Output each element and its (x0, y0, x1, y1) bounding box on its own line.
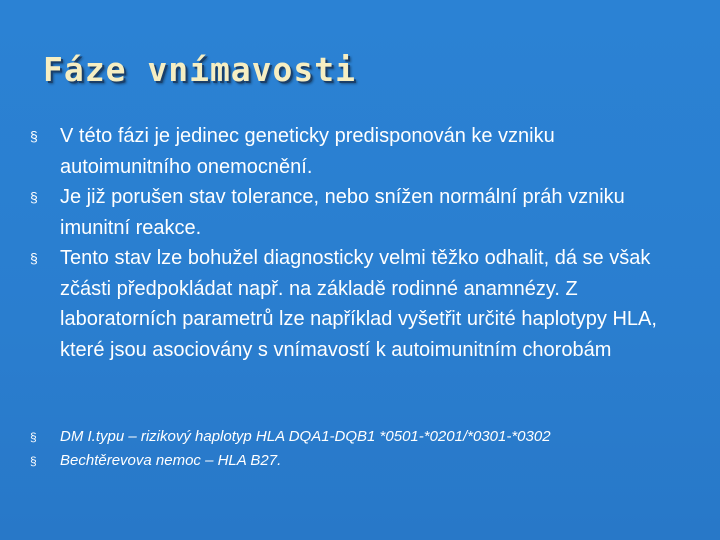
list-item (30, 121, 670, 182)
list-item (30, 243, 670, 365)
bullet-text: Je již porušen stav tolerance, nebo snížen normální práh vzniku imunitní reakce. (60, 186, 625, 239)
note-list (30, 425, 680, 473)
bullet-icon: § (30, 128, 38, 144)
note-text: DM I.typu – rizikový haplotyp HLA DQA1-DQB1 *0501-*0201/*0301-*0302 (60, 428, 551, 445)
list-item (30, 425, 680, 449)
bullet-icon: § (30, 454, 37, 468)
bullet-icon: § (30, 250, 38, 266)
list-item (30, 182, 670, 243)
bullet-list (30, 121, 670, 365)
bullet-icon: § (30, 189, 38, 205)
bullet-text: V této fázi je jedinec geneticky predisponován ke vzniku autoimunitního onemocnění. (60, 125, 555, 178)
list-item (30, 449, 680, 473)
bullet-icon: § (30, 430, 37, 444)
bullet-text: Tento stav lze bohužel diagnosticky velmi těžko odhalit, dá se však zčásti předpokládat např. na základě rodinné anamnézy. Z laboratorních parametrů lze například vyšetřit určité haplotypy HLA, které jsou asociovány s vnímavostí k autoimunitním chorobám (60, 247, 657, 361)
slide-title: Fáze vnímavosti (43, 50, 357, 89)
note-text: Bechtěrevova nemoc – HLA B27. (60, 452, 282, 469)
